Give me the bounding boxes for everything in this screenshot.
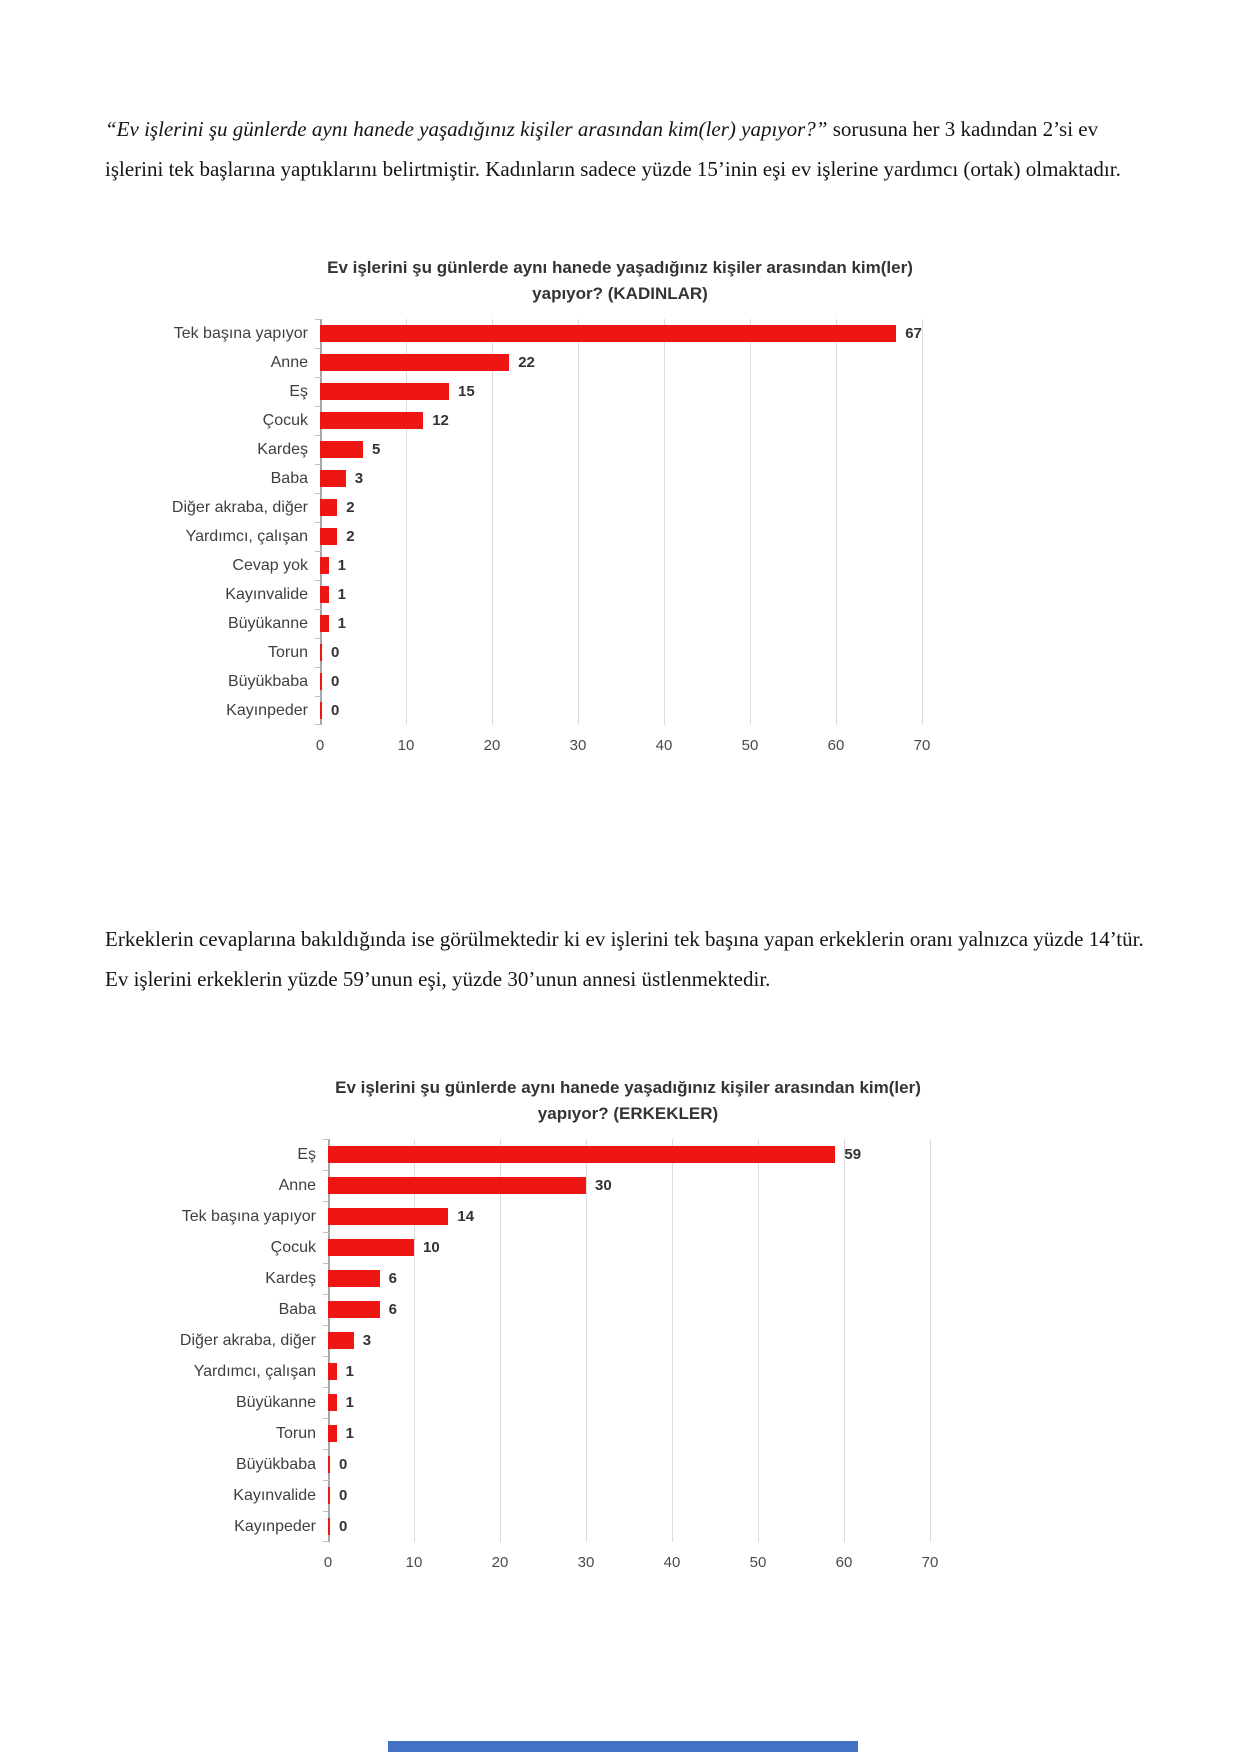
bar-row: [150, 609, 922, 638]
bar-row: [150, 406, 922, 435]
value-label: 15: [458, 383, 475, 400]
bar-track: [328, 1139, 930, 1170]
bar: [320, 702, 322, 719]
bar-track: [320, 522, 922, 551]
category-label: Anne: [278, 1176, 316, 1194]
bar-track: [320, 696, 922, 725]
value-label: 6: [388, 1270, 397, 1287]
x-tick-label: 10: [397, 737, 415, 754]
category-label: Diğer akraba, diğer: [179, 1331, 316, 1349]
paragraph-men: [105, 919, 1145, 999]
bar-row: [158, 1263, 930, 1294]
bar: [320, 412, 423, 429]
category-label: Büyükbaba: [235, 1455, 316, 1473]
bar: [320, 383, 449, 400]
x-tick-label: 20: [491, 1554, 509, 1571]
category-label: Kardeş: [265, 1269, 316, 1287]
value-label: 3: [354, 470, 364, 487]
value-label: 2: [346, 499, 355, 516]
bar-track: [320, 464, 922, 493]
value-label: 14: [457, 1208, 475, 1225]
bar: [328, 1518, 330, 1535]
category-label: Eş: [297, 1145, 316, 1163]
category-label: Cevap yok: [232, 556, 308, 574]
paragraph-men-text: Erkeklerin cevaplarına bakıldığında ise görülmektedir ki ev işlerini tek başına yapan erkeklerin oranı yalnızca yüzde 14’tür. Ev işlerini erkeklerin yüzde 59’unun eşi, yüzde 30’unun annesi üstlenmektedir.: [105, 927, 1144, 991]
bar-track: [328, 1480, 930, 1511]
bar-row: [150, 435, 922, 464]
bar-track: [320, 609, 922, 638]
bar-track: [320, 406, 922, 435]
category-label: Kayınvalide: [225, 585, 308, 603]
bar-row: [150, 377, 922, 406]
category-label: Çocuk: [270, 1238, 316, 1256]
bar-track: [320, 580, 922, 609]
bar: [320, 325, 896, 342]
bar-row: [158, 1418, 930, 1449]
bar-track: [328, 1387, 930, 1418]
bar-row: [158, 1232, 930, 1263]
value-label: 0: [339, 1518, 348, 1535]
bar-row: [150, 464, 922, 493]
paragraph-women: [105, 109, 1145, 189]
x-tick-label: 0: [323, 1554, 333, 1571]
x-tick-label: 30: [569, 737, 587, 754]
x-tick-label: 40: [655, 737, 673, 754]
value-label: 1: [337, 615, 346, 632]
bar: [320, 557, 329, 574]
bar-row: [150, 522, 922, 551]
bar-track: [320, 638, 922, 667]
bar-rows: [158, 1139, 930, 1542]
bar-track: [328, 1201, 930, 1232]
value-label: 0: [339, 1456, 348, 1473]
bar-row: [158, 1511, 930, 1542]
bar: [320, 673, 322, 690]
x-tick-label: 70: [921, 1554, 939, 1571]
x-tick-label: 50: [741, 737, 759, 754]
bar-row: [150, 551, 922, 580]
x-tick-label: 60: [835, 1554, 853, 1571]
value-label: 67: [905, 325, 922, 342]
chart-title-line2: yapıyor? (KADINLAR): [532, 284, 708, 303]
category-label: Yardımcı, çalışan: [193, 1362, 316, 1380]
bar-track: [320, 319, 922, 348]
category-label: Büyükanne: [235, 1393, 316, 1411]
bar-row: [158, 1294, 930, 1325]
bar-track: [328, 1356, 930, 1387]
x-tick-label: 20: [483, 737, 501, 754]
category-label: Büyükanne: [227, 614, 308, 632]
category-label: Baba: [270, 469, 308, 487]
bar: [320, 528, 337, 545]
bar-row: [150, 696, 922, 725]
bar: [328, 1301, 380, 1318]
bar-track: [328, 1170, 930, 1201]
bar: [320, 441, 363, 458]
chart-title-line1: Ev işlerini şu günlerde aynı hanede yaşadığınız kişiler arasından kim(ler): [327, 258, 913, 277]
bar-track: [328, 1325, 930, 1356]
bar-row: [158, 1201, 930, 1232]
value-label: 3: [362, 1332, 372, 1349]
chart-erkekler-title: [328, 1075, 928, 1127]
value-label: 30: [595, 1177, 612, 1194]
value-label: 59: [844, 1146, 862, 1163]
x-tick-label: 10: [405, 1554, 423, 1571]
category-label: Kayınpeder: [234, 1517, 316, 1535]
bar-row: [158, 1480, 930, 1511]
chart-kadinlar: [150, 255, 931, 761]
category-label: Tek başına yapıyor: [181, 1207, 316, 1225]
value-label: 0: [331, 673, 340, 690]
x-tick-label: 0: [315, 737, 325, 754]
value-label: 1: [345, 1394, 354, 1411]
gridline: [922, 319, 923, 725]
chart-erkekler: [158, 1075, 939, 1578]
bar-track: [320, 377, 922, 406]
x-tick-label: 40: [663, 1554, 681, 1571]
value-label: 1: [337, 586, 346, 603]
gridline: [930, 1139, 931, 1542]
bar-row: [150, 348, 922, 377]
value-label: 10: [423, 1239, 440, 1256]
bar-track: [320, 667, 922, 696]
value-label: 1: [337, 557, 346, 574]
category-label: Torun: [275, 1424, 316, 1442]
category-label: Kayınpeder: [226, 701, 308, 719]
bar: [320, 586, 329, 603]
bar-row: [158, 1325, 930, 1356]
bar: [328, 1270, 380, 1287]
bar: [328, 1425, 337, 1442]
question-quote: “Ev işlerini şu günlerde aynı hanede yaşadığınız kişiler arasından kim(ler) yapıyor?”: [105, 117, 828, 141]
bar: [328, 1239, 414, 1256]
x-tick-label: 70: [913, 737, 931, 754]
bar: [320, 499, 337, 516]
paragraph-women-text: sorusuna her 3 kadından 2’si ev işlerini tek başlarına yaptıklarını belirtmiştir. Kadınların sadece yüzde 15’inin eşi ev işlerine yardımcı (ortak) olmaktadır.: [105, 117, 1121, 181]
chart-title-line1: Ev işlerini şu günlerde aynı hanede yaşadığınız kişiler arasından kim(ler): [335, 1078, 921, 1097]
value-label: 0: [331, 644, 340, 661]
bar-row: [158, 1356, 930, 1387]
bar-track: [320, 493, 922, 522]
footer-accent-bar: [388, 1741, 858, 1752]
bar: [328, 1208, 448, 1225]
chart-title-line2: yapıyor? (ERKEKLER): [537, 1104, 719, 1123]
bar: [328, 1394, 337, 1411]
bar-row: [150, 580, 922, 609]
value-label: 12: [432, 412, 449, 429]
bar: [320, 354, 509, 371]
category-label: Kardeş: [257, 440, 308, 458]
bar-track: [328, 1294, 930, 1325]
bar-track: [320, 551, 922, 580]
bar-track: [328, 1449, 930, 1480]
bar-row: [158, 1170, 930, 1201]
category-label: Büyükbaba: [227, 672, 308, 690]
x-axis: [323, 1542, 939, 1578]
bar: [320, 470, 346, 487]
bar-track: [328, 1511, 930, 1542]
value-label: 22: [518, 354, 535, 371]
bar: [328, 1146, 835, 1163]
x-tick-label: 30: [577, 1554, 595, 1571]
value-label: 5: [372, 441, 381, 458]
category-label: Kayınvalide: [233, 1486, 316, 1504]
bar: [320, 615, 329, 632]
value-label: 1: [345, 1425, 354, 1442]
bar-track: [320, 435, 922, 464]
category-label: Tek başına yapıyor: [173, 324, 308, 342]
bar-row: [150, 319, 922, 348]
x-tick-label: 50: [749, 1554, 767, 1571]
bar-row: [158, 1387, 930, 1418]
x-axis: [315, 725, 931, 761]
bar-row: [150, 667, 922, 696]
bar-row: [158, 1449, 930, 1480]
category-label: Çocuk: [262, 411, 308, 429]
bar: [320, 644, 322, 661]
category-label: Torun: [267, 643, 308, 661]
value-label: 0: [339, 1487, 348, 1504]
bar: [328, 1487, 330, 1504]
value-label: 6: [388, 1301, 397, 1318]
value-label: 0: [331, 702, 340, 719]
bar-track: [328, 1232, 930, 1263]
bar-rows: [150, 319, 922, 725]
chart-kadinlar-title: [320, 255, 920, 307]
bar: [328, 1177, 586, 1194]
bar-track: [320, 348, 922, 377]
category-label: Anne: [270, 353, 308, 371]
x-tick-label: 60: [827, 737, 845, 754]
category-label: Eş: [289, 382, 308, 400]
category-label: Yardımcı, çalışan: [185, 527, 308, 545]
bar-row: [158, 1139, 930, 1170]
bar-track: [328, 1263, 930, 1294]
bar: [328, 1332, 354, 1349]
bar-row: [150, 638, 922, 667]
value-label: 1: [345, 1363, 354, 1380]
category-label: Diğer akraba, diğer: [171, 498, 308, 516]
bar-row: [150, 493, 922, 522]
bar: [328, 1456, 330, 1473]
plot-area: [150, 319, 922, 725]
bar-track: [328, 1418, 930, 1449]
category-label: Baba: [278, 1300, 316, 1318]
bar: [328, 1363, 337, 1380]
value-label: 2: [346, 528, 355, 545]
plot-area: [158, 1139, 930, 1542]
